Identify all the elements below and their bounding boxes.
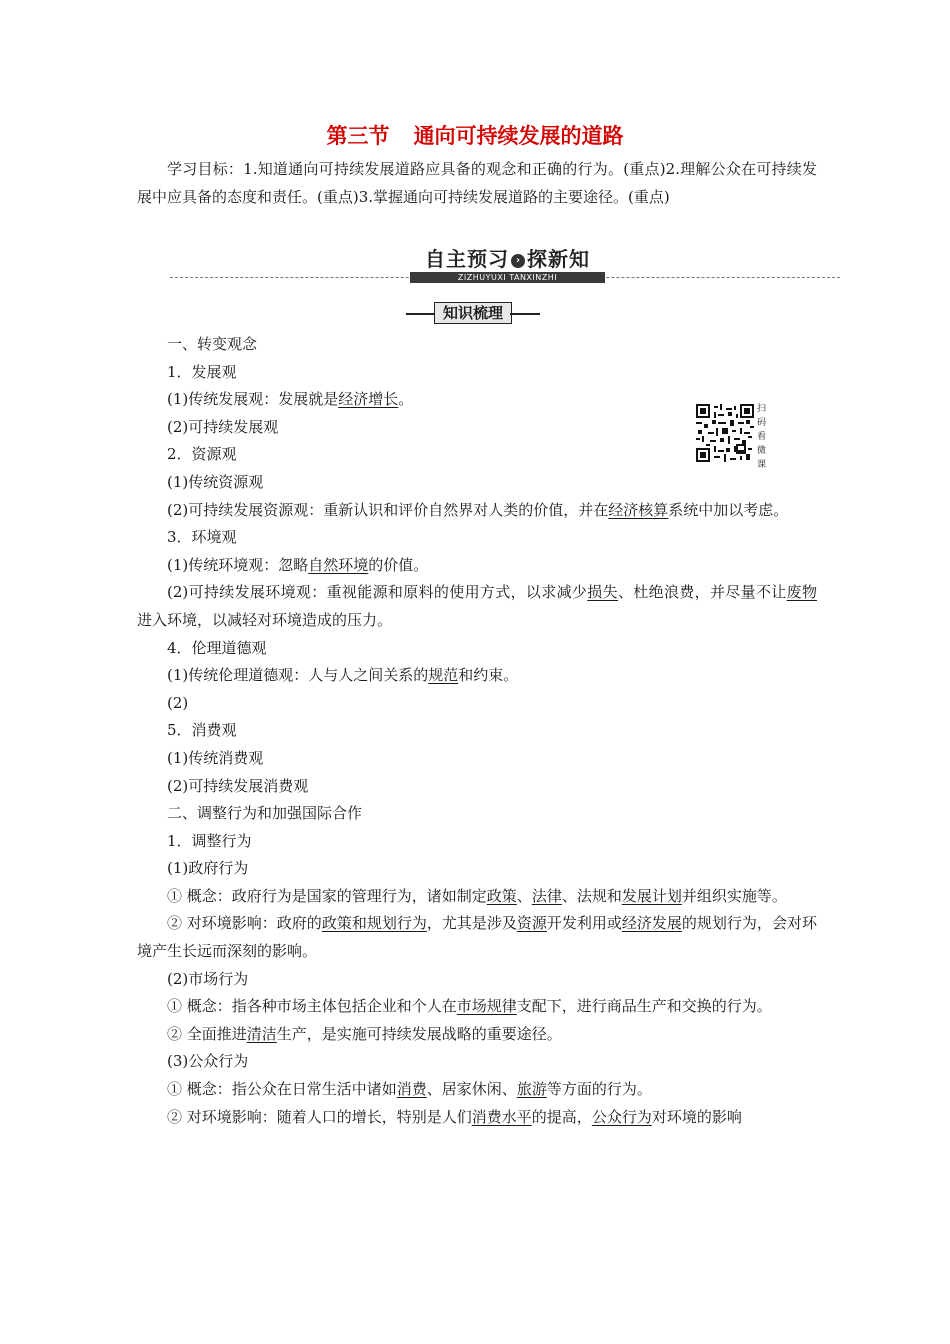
outline-line: 1．发展观	[167, 362, 237, 381]
qr-caption-char: 扫	[757, 404, 767, 414]
outline-line: (1)传统环境观：忽略自然环境的价值。	[167, 555, 429, 574]
qr-caption-char: 课	[757, 460, 767, 470]
outline-line: 5．消费观	[167, 721, 237, 740]
banner-pinyin: ZIZHUYUXI TANXINZHI	[410, 272, 605, 283]
outline-line: (2)可持续发展观	[167, 417, 279, 436]
answer-blank: 清洁	[246, 1024, 277, 1043]
outline-line: (3)公众行为	[167, 1052, 249, 1071]
banner-left-text: 自主预习	[425, 247, 509, 271]
qr-caption-char: 码	[757, 418, 767, 428]
preview-banner	[170, 245, 840, 285]
knowledge-outline	[137, 331, 817, 1131]
outline-line: ② 对环境影响：政府的政策和规划行为，尤其是涉及资源开发利用或经济发展的规划行为，会对环境产生长远而深刻的影响。	[137, 914, 817, 961]
outline-line: (1)传统伦理道德观：人与人之间关系的规范和约束。	[167, 666, 519, 685]
answer-blank: 发展计划	[621, 886, 682, 905]
section-label: 知识梳理	[434, 302, 512, 324]
outline-line: ② 全面推进清洁生产，是实施可持续发展战略的重要途径。	[167, 1024, 562, 1043]
outline-line: 2．资源观	[167, 445, 237, 464]
answer-blank: 规范	[428, 666, 459, 685]
answer-blank: 资源	[516, 914, 547, 933]
banner-heading	[410, 245, 605, 281]
learning-goals: 学习目标：1.知道通向可持续发展道路应具备的观念和正确的行为。(重点)2.理解公众在可持续发展中应具备的态度和责任。(重点)3.掌握通向可持续发展道路的主要途径。(重点)	[137, 160, 817, 206]
answer-blank: 政策	[486, 886, 517, 905]
outline-line: (1)传统资源观	[167, 472, 264, 491]
answer-blank: 损失	[587, 583, 618, 602]
answer-blank: 公众行为	[591, 1107, 652, 1126]
outline-line: ② 对环境影响：随着人口的增长，特别是人们消费水平的提高，公众行为对环境的影响	[167, 1107, 742, 1126]
answer-blank: 废物	[786, 583, 817, 602]
outline-line: (2)	[167, 693, 189, 712]
answer-blank: 自然环境	[308, 555, 369, 574]
outline-line: 3．环境观	[167, 528, 237, 547]
arrow-icon: ›	[511, 254, 525, 268]
qr-caption-char: 看	[757, 432, 767, 442]
outline-line: (2)可持续发展消费观	[167, 776, 309, 795]
outline-line: (2)可持续发展环境观：重视能源和原料的使用方式，以求减少损失、杜绝浪费，并尽量不让废物进入环境，以减轻对环境造成的压力。	[137, 583, 817, 629]
section-left-bar	[406, 313, 436, 315]
outline-line: 二、调整行为和加强国际合作	[167, 804, 363, 823]
section-right-bar	[510, 313, 540, 315]
answer-blank: 消费	[396, 1080, 427, 1099]
banner-right-text: 探新知	[527, 247, 590, 271]
title-section-number: 第三节	[326, 124, 390, 148]
outline-line: ① 概念：指公众在日常生活中诸如消费、居家休闲、旅游等方面的行为。	[167, 1080, 652, 1099]
answer-blank: 消费水平	[471, 1107, 532, 1126]
answer-blank: 经济增长	[338, 390, 399, 409]
page-title	[0, 120, 950, 150]
outline-line: 1．调整行为	[167, 831, 252, 850]
qr-caption-char: 微	[757, 446, 767, 456]
outline-line: (1)传统消费观	[167, 748, 264, 767]
outline-line: (2)可持续发展资源观：重新认识和评价自然界对人类的价值，并在经济核算系统中加以考虑。	[167, 500, 789, 519]
outline-line: (1)传统发展观：发展就是经济增长。	[167, 390, 414, 409]
outline-line: ① 概念：指各种市场主体包括企业和个人在市场规律支配下，进行商品生产和交换的行为。	[167, 997, 772, 1016]
outline-line: 4．伦理道德观	[167, 638, 267, 657]
outline-line: ① 概念：政府行为是国家的管理行为，诸如制定政策、法律、法规和发展计划并组织实施等。	[167, 886, 787, 905]
answer-blank: 法律	[531, 886, 562, 905]
outline-line: (2)市场行为	[167, 969, 249, 988]
answer-blank: 市场规律	[456, 997, 517, 1016]
answer-blank: 经济核算	[608, 500, 669, 519]
answer-blank: 政策和规划行为	[321, 914, 427, 933]
section-heading	[406, 302, 540, 324]
title-text: 通向可持续发展的道路	[413, 124, 624, 148]
answer-blank: 经济发展	[621, 914, 682, 933]
outline-line: 一、转变观念	[167, 335, 258, 353]
outline-line: (1)政府行为	[167, 859, 249, 878]
answer-blank: 旅游	[516, 1080, 547, 1099]
